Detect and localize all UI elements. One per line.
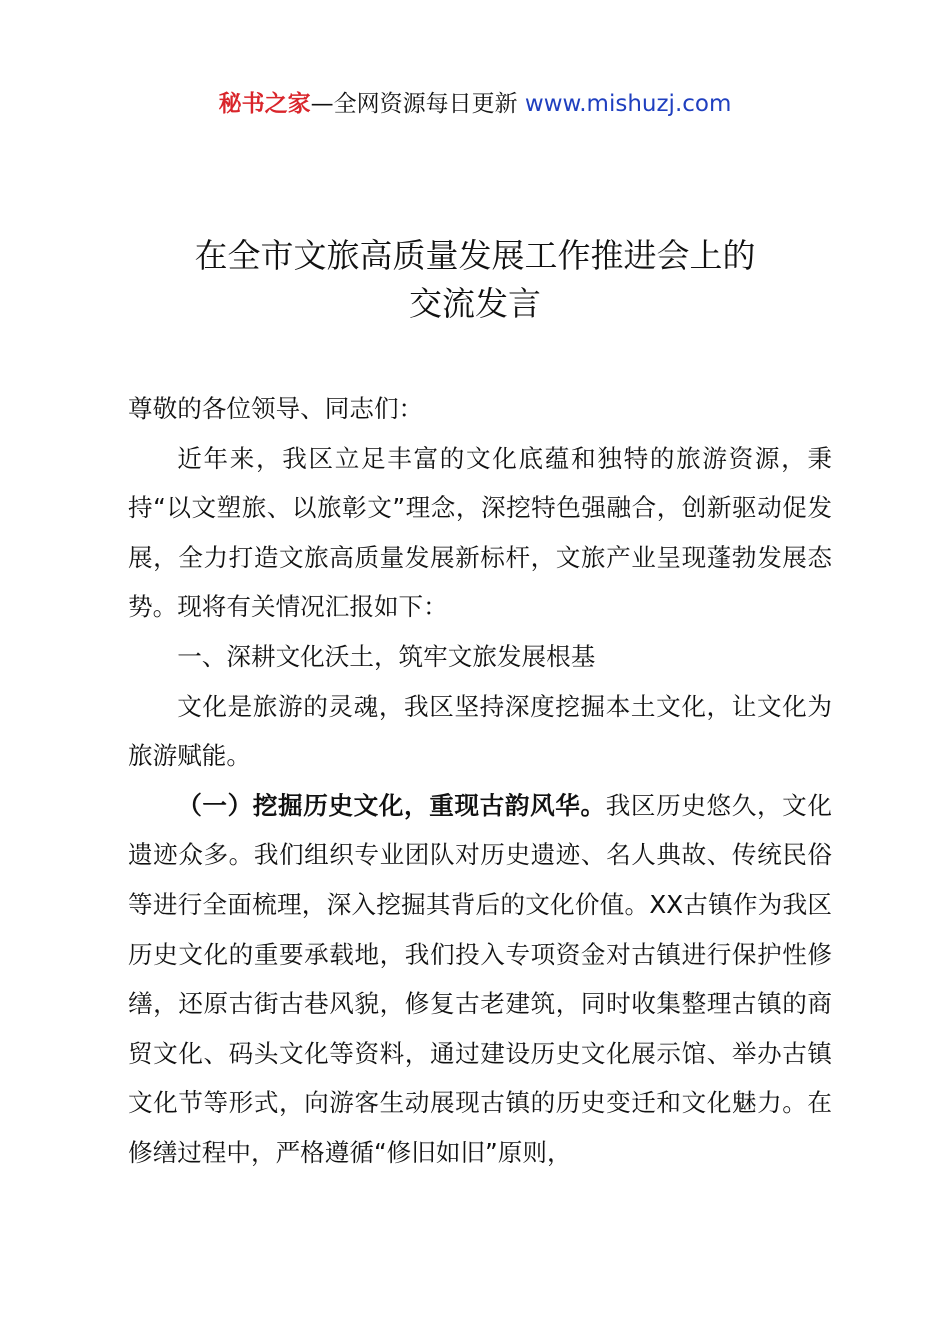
document-body	[128, 384, 832, 1178]
header-tagline: —全网资源每日更新	[310, 91, 518, 117]
document-title	[0, 232, 950, 328]
salutation: 尊敬的各位领导、同志们：	[128, 394, 424, 423]
section-heading-1: 一、深耕文化沃土，筑牢文旅发展根基	[177, 641, 596, 671]
header-url[interactable]: www.mishuzj.com	[524, 91, 732, 117]
title-line-2: 交流发言	[409, 284, 541, 323]
subsection-heading-1: （一）挖掘历史文化，重现古韵风华。	[177, 790, 606, 820]
paragraph-subsection-1	[128, 781, 832, 1178]
title-line-1: 在全市文旅高质量发展工作推进会上的	[194, 236, 756, 275]
subsection-text-1: 我区历史悠久，文化遗迹众多。我们组织专业团队对历史遗迹、名人典故、传统民俗等进行全面梳理，深入挖掘其背后的文化价值。XX古镇作为我区历史文化的重要承载地，我们投入专项资金对古镇进行保护性修缮，还原古街古巷风貌，修复古老建筑，同时收集整理古镇的商贸文化、码头文化等资料，通过建设历史文化展示馆、举办古镇文化节等形式，向游客生动展现古镇的历史变迁和文化魅力。在修缮过程中，严格遵循“修旧如旧”原则，	[128, 790, 832, 1167]
paragraph-intro: 近年来，我区立足丰富的文化底蕴和独特的旅游资源，秉持“以文塑旅、以旅彰文”理念，深挖特色强融合，创新驱动促发展，全力打造文旅高质量发展新标杆，文旅产业呈现蓬勃发展态势。现将有关情况汇报如下：	[128, 443, 832, 622]
page-header	[0, 88, 950, 120]
paragraph-section-1-intro: 文化是旅游的灵魂，我区坚持深度挖掘本土文化，让文化为旅游赋能。	[128, 691, 832, 771]
header-brand: 秘书之家	[218, 91, 311, 117]
